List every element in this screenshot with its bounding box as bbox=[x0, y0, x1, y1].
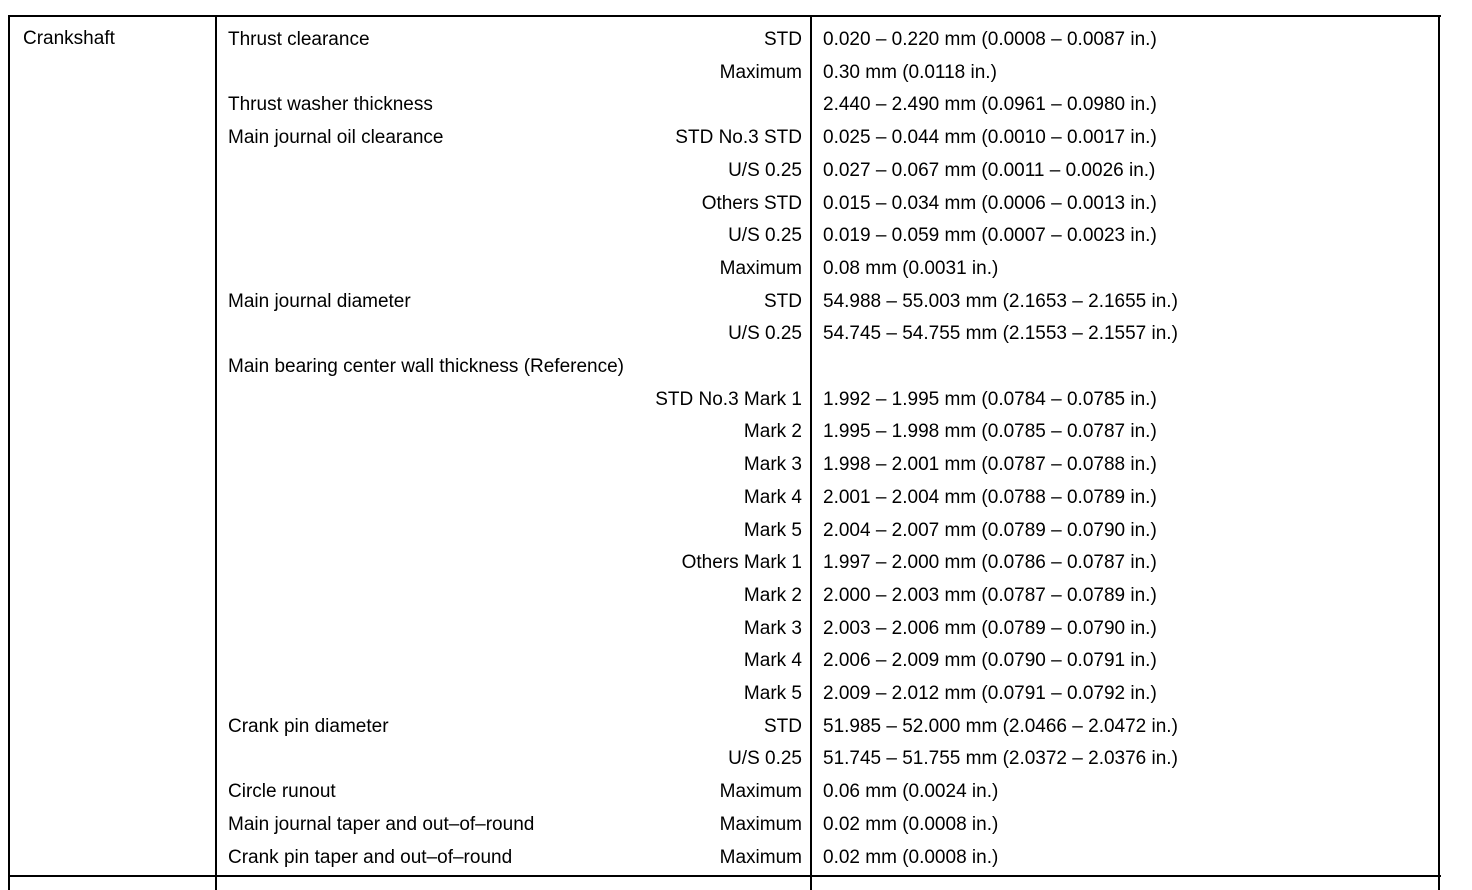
spec-value: 2.000 – 2.003 mm (0.0787 – 0.0789 in.) bbox=[823, 585, 1157, 606]
spec-condition: Mark 4 bbox=[743, 487, 802, 508]
column-divider-1 bbox=[215, 15, 217, 890]
spec-condition: STD No.3 Mark 1 bbox=[655, 389, 802, 410]
spec-name: Circle runout bbox=[228, 781, 336, 802]
spec-value: 0.025 – 0.044 mm (0.0010 – 0.0017 in.) bbox=[823, 127, 1157, 148]
table-right-border bbox=[1438, 15, 1440, 890]
spec-value: 2.006 – 2.009 mm (0.0790 – 0.0791 in.) bbox=[823, 650, 1157, 671]
spec-name: Thrust washer thickness bbox=[228, 94, 433, 115]
spec-condition: U/S 0.25 bbox=[728, 225, 802, 246]
spec-value: 0.027 – 0.067 mm (0.0011 – 0.0026 in.) bbox=[823, 160, 1156, 181]
spec-name: Crank pin taper and out–of–round bbox=[228, 847, 513, 868]
spec-value: 0.06 mm (0.0024 in.) bbox=[823, 781, 999, 802]
spec-condition: Mark 2 bbox=[743, 585, 802, 606]
table-left-border bbox=[8, 15, 10, 890]
spec-condition: STD No.3 STD bbox=[675, 127, 802, 148]
spec-name: Main journal diameter bbox=[228, 291, 411, 312]
spec-name: Main journal taper and out–of–round bbox=[228, 814, 535, 835]
spec-value: 2.001 – 2.004 mm (0.0788 – 0.0789 in.) bbox=[823, 487, 1157, 508]
spec-condition: Mark 2 bbox=[743, 421, 802, 442]
spec-name: Crank pin diameter bbox=[228, 716, 389, 737]
spec-name: Main journal oil clearance bbox=[228, 127, 444, 148]
spec-value: 1.992 – 1.995 mm (0.0784 – 0.0785 in.) bbox=[823, 389, 1157, 410]
spec-value: 0.30 mm (0.0118 in.) bbox=[823, 62, 997, 83]
spec-value: 1.998 – 2.001 mm (0.0787 – 0.0788 in.) bbox=[823, 454, 1157, 475]
spec-value: 2.440 – 2.490 mm (0.0961 – 0.0980 in.) bbox=[823, 94, 1157, 115]
spec-condition: U/S 0.25 bbox=[728, 160, 802, 181]
spec-condition: Maximum bbox=[719, 781, 802, 802]
spec-condition: U/S 0.25 bbox=[728, 323, 802, 344]
spec-name: Thrust clearance bbox=[228, 29, 370, 50]
spec-value: 0.020 – 0.220 mm (0.0008 – 0.0087 in.) bbox=[823, 29, 1157, 50]
spec-condition: Others Mark 1 bbox=[681, 552, 802, 573]
row-bottom-border bbox=[8, 875, 1441, 877]
section-label: Crankshaft bbox=[23, 28, 115, 49]
spec-condition: Maximum bbox=[719, 814, 802, 835]
spec-condition: Others STD bbox=[701, 193, 802, 214]
spec-name: Main bearing center wall thickness (Reference) bbox=[228, 356, 625, 377]
spec-value: 1.995 – 1.998 mm (0.0785 – 0.0787 in.) bbox=[823, 421, 1157, 442]
spec-value: 54.988 – 55.003 mm (2.1653 – 2.1655 in.) bbox=[823, 291, 1178, 312]
spec-value: 0.019 – 0.059 mm (0.0007 – 0.0023 in.) bbox=[823, 225, 1157, 246]
spec-value: 2.003 – 2.006 mm (0.0789 – 0.0790 in.) bbox=[823, 618, 1157, 639]
spec-value: 54.745 – 54.755 mm (2.1553 – 2.1557 in.) bbox=[823, 323, 1178, 344]
table-top-border bbox=[8, 15, 1441, 17]
spec-condition: STD bbox=[764, 716, 802, 737]
spec-value: 51.745 – 51.755 mm (2.0372 – 2.0376 in.) bbox=[823, 748, 1178, 769]
spec-condition: Mark 5 bbox=[743, 520, 802, 541]
spec-condition: Mark 3 bbox=[743, 618, 802, 639]
spec-condition: Maximum bbox=[719, 62, 802, 83]
spec-value: 2.009 – 2.012 mm (0.0791 – 0.0792 in.) bbox=[823, 683, 1157, 704]
spec-condition: Mark 5 bbox=[743, 683, 802, 704]
spec-condition: Maximum bbox=[719, 258, 802, 279]
spec-condition: STD bbox=[764, 29, 802, 50]
spec-value: 2.004 – 2.007 mm (0.0789 – 0.0790 in.) bbox=[823, 520, 1157, 541]
spec-value: 51.985 – 52.000 mm (2.0466 – 2.0472 in.) bbox=[823, 716, 1178, 737]
spec-condition: Mark 3 bbox=[743, 454, 802, 475]
spec-value: 1.997 – 2.000 mm (0.0786 – 0.0787 in.) bbox=[823, 552, 1157, 573]
spec-condition: Mark 4 bbox=[743, 650, 802, 671]
spec-condition: U/S 0.25 bbox=[728, 748, 802, 769]
spec-value: 0.02 mm (0.0008 in.) bbox=[823, 814, 999, 835]
spec-value: 0.08 mm (0.0031 in.) bbox=[823, 258, 999, 279]
spec-value: 0.015 – 0.034 mm (0.0006 – 0.0013 in.) bbox=[823, 193, 1157, 214]
spec-value: 0.02 mm (0.0008 in.) bbox=[823, 847, 999, 868]
spec-condition: STD bbox=[764, 291, 802, 312]
spec-condition: Maximum bbox=[719, 847, 802, 868]
column-divider-2 bbox=[810, 15, 812, 890]
